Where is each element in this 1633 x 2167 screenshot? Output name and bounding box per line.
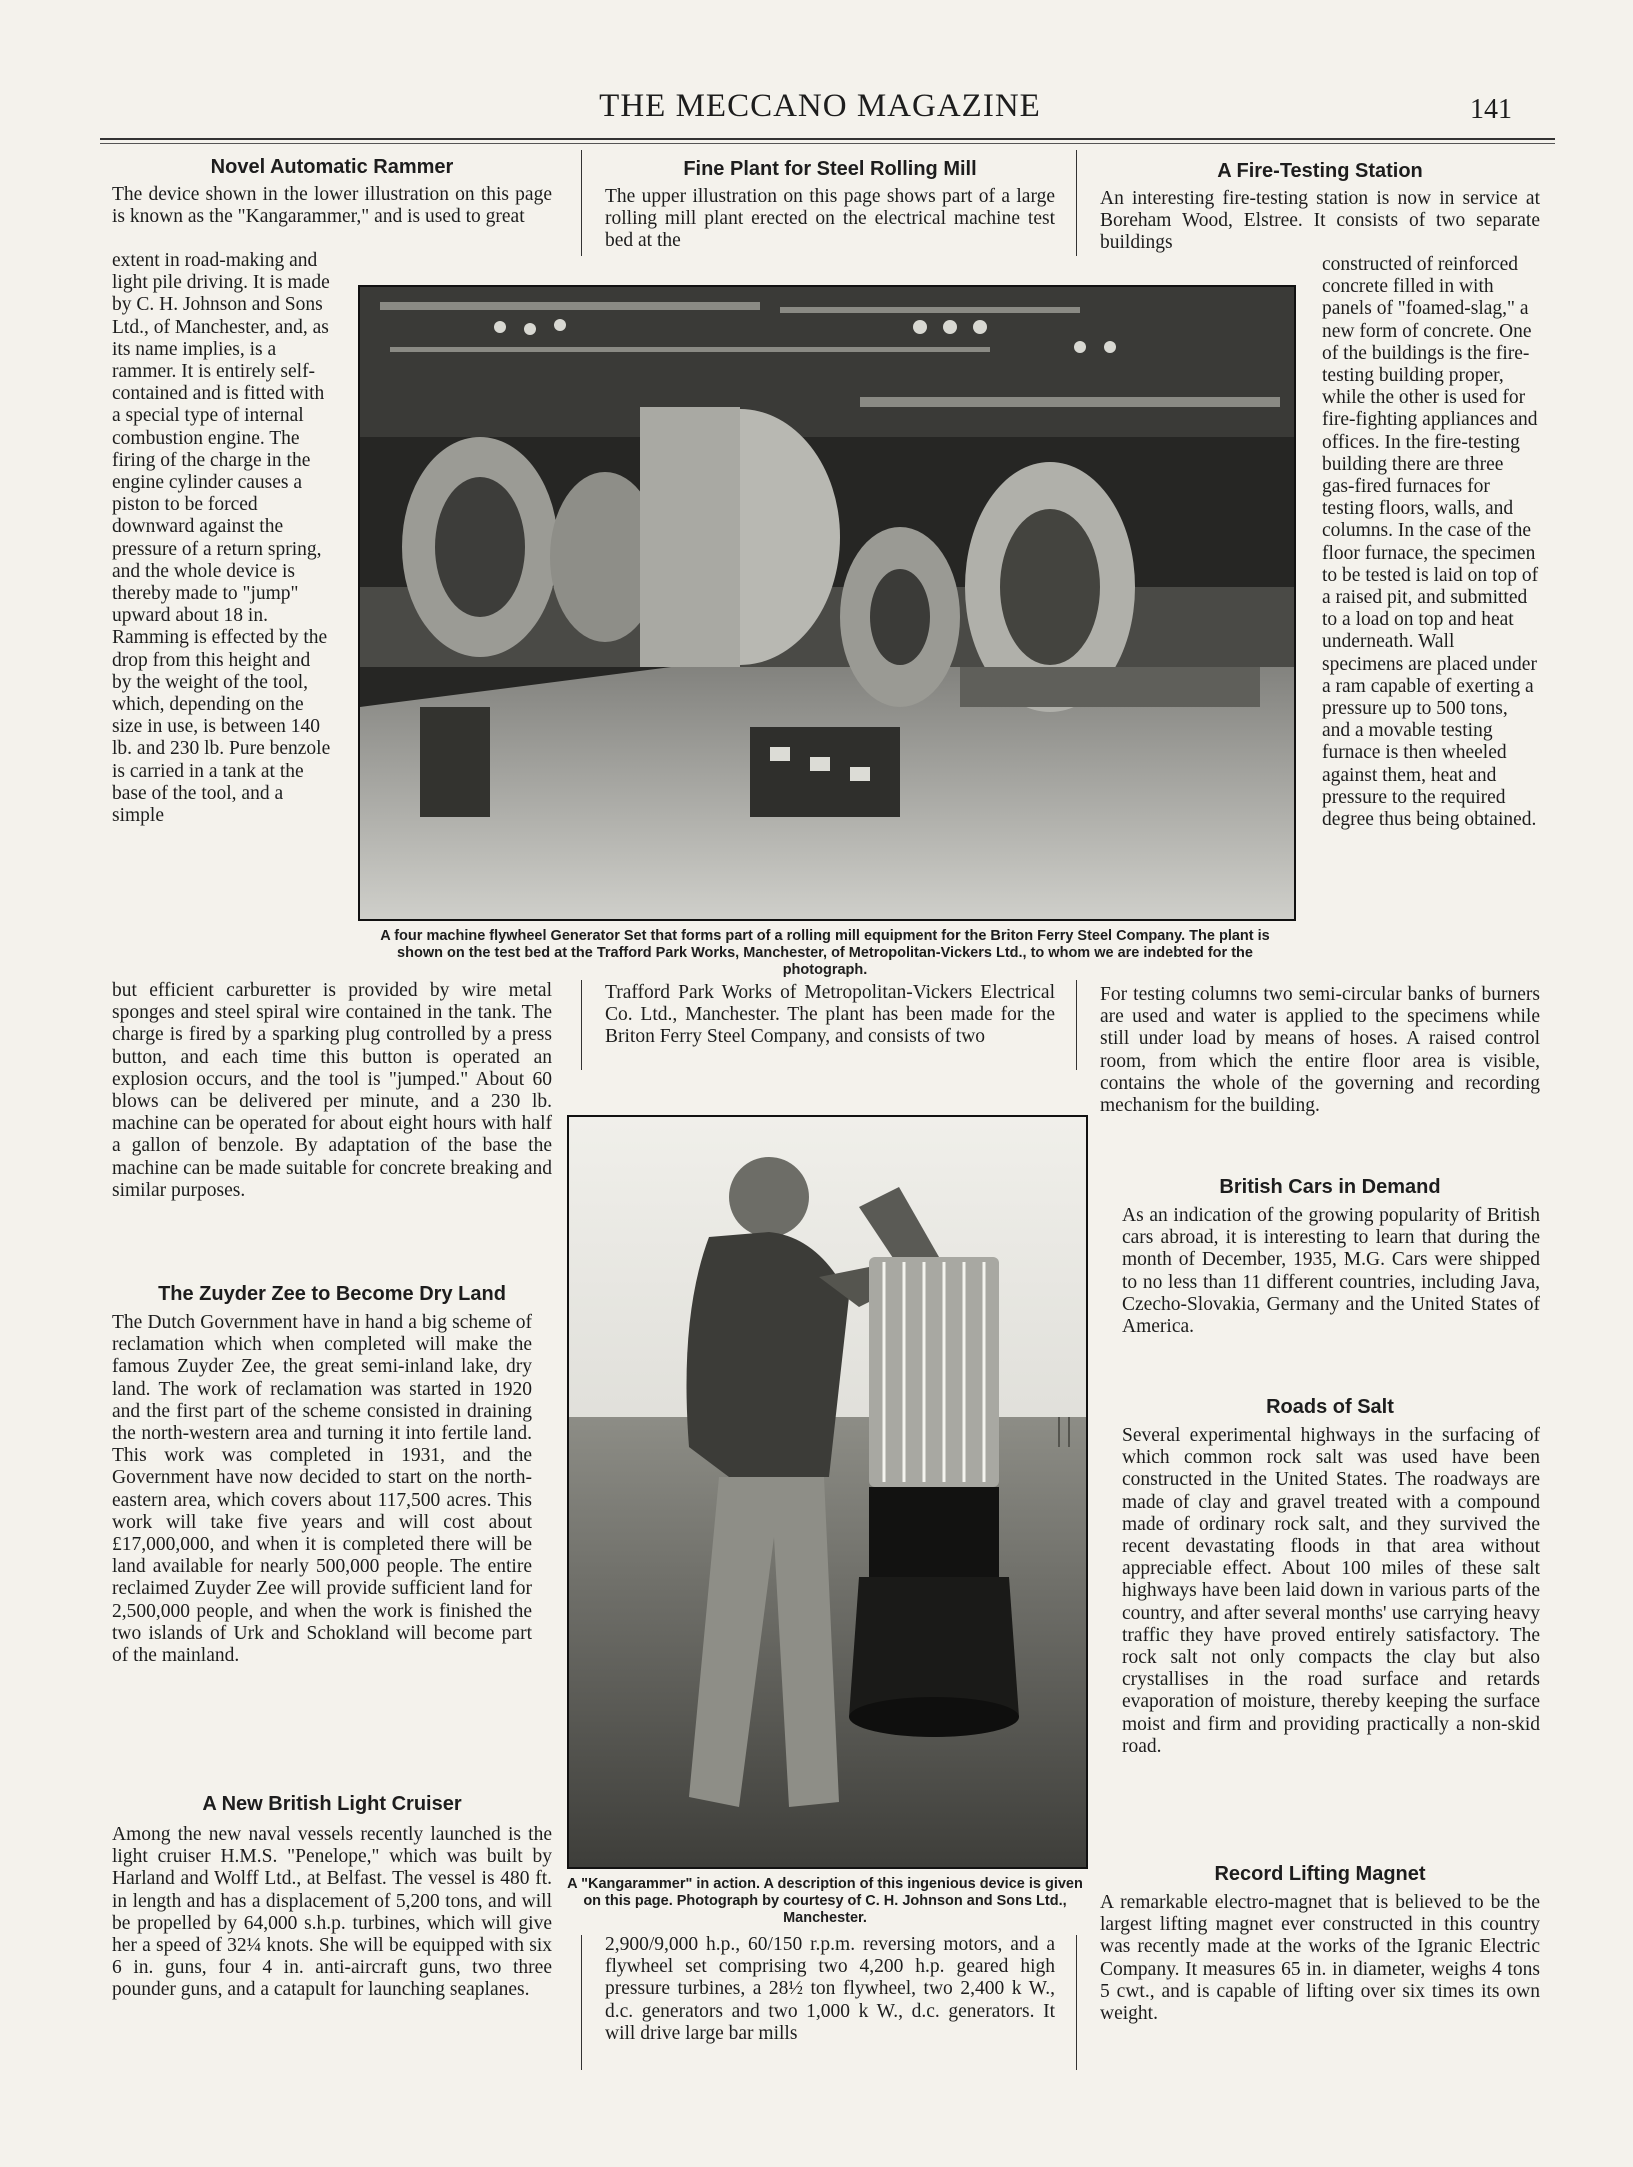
rammer-text-top: The device shown in the lower illustration on this page is known as the "Kangarammer," and is used to great: [112, 184, 552, 228]
generator-set-photo: [358, 285, 1296, 921]
column-rule-left-mid: [581, 980, 582, 1070]
zuyder-text: The Dutch Government have in hand a big scheme of reclamation which when completed will make the famous Zuyder Zee, the great semi-inland lake, dry land. The work of reclamation was started in 1920 and the first part of the scheme consisted in draining the north-western area and turning it into fertile land. This work was completed in 1931, and the Government have now decided to start on the north-eastern area, which covers about 117,500 acres. This work will take five years and will cost about £17,000,000, and when it is completed there will be land available for nearly 500,000 people. The entire reclaimed Zuyder Zee will provide sufficient land for 2,500,000 people, and when the work is finished the two islands of Urk and Schokland will become part of the mainland.: [112, 1312, 532, 1667]
column-rule-right-top: [1076, 150, 1077, 256]
magnet-text: A remarkable electro-magnet that is believed to be the largest lifting magnet ever constructed in this country was recently made at the works of the Igranic Electric Company. It measures 65 in. in diameter, weighs 4 tons 5 cwt., and is capable of lifting over six times its own weight.: [1100, 1892, 1540, 2025]
fire-text-top: An interesting fire-testing station is now in service at Boreham Wood, Elstree. It consists of two separate buildings: [1100, 188, 1540, 254]
kangarammer-photo: [567, 1115, 1088, 1869]
column-rule-right-bottom: [1076, 1935, 1077, 2070]
zuyder-heading: The Zuyder Zee to Become Dry Land: [158, 1283, 506, 1305]
magnet-heading: Record Lifting Magnet: [1214, 1863, 1426, 1885]
steel-text-mid: Trafford Park Works of Metropolitan-Vickers Electrical Co. Ltd., Manchester. The plant has been made for the Briton Ferry Steel Company, and consists of two: [605, 982, 1055, 1048]
cruiser-heading: A New British Light Cruiser: [202, 1793, 462, 1815]
fire-text-side: constructed of reinforced concrete filled in with panels of "foamed-slag," a new form of concrete. One of the buildings is the fire-testing building proper, while the other is used for fire-fighting appliances and offices. In the fire-testing building there are three gas-fired furnaces for testing floors, walls, and columns. In the case of the floor furnace, the specimen to be tested is laid on top of a raised pit, and submitted to a load on top and heat underneath. Wall specimens are placed under a ram capable of exerting a pressure up to 500 tons, and a movable testing furnace is then wheeled against them, heat and pressure to the required degree thus being obtained.: [1322, 254, 1539, 831]
column-rule-left-top: [581, 150, 582, 256]
header-rule-secondary: [100, 143, 1555, 144]
fire-heading: A Fire-Testing Station: [1217, 160, 1423, 182]
rammer-heading: Novel Automatic Rammer: [210, 156, 454, 178]
rammer-text-full: but efficient carburetter is provided by wire metal sponges and steel spiral wire contained in the tank. The charge is fired by a sparking plug controlled by a press button, and each time this button is operated an explosion occurs, and the tool is "jumped." About 60 blows can be delivered per minute, and a 230 lb. machine can be operated for about eight hours with half a gallon of benzole. By adaptation of the base the machine can be made suitable for concrete breaking and similar purposes.: [112, 980, 552, 1201]
page-number: 141: [1470, 94, 1512, 125]
steel-text-top: The upper illustration on this page shows part of a large rolling mill plant erected on the electrical machine test bed at the: [605, 186, 1055, 252]
header-rule: [100, 138, 1555, 140]
salt-heading: Roads of Salt: [1266, 1396, 1394, 1418]
cars-text: As an indication of the growing popularity of British cars abroad, it is interesting to learn that during the month of December, 1935, M.G. Cars were shipped to no less than 11 different countries, including Java, Czecho-Slovakia, Germany and the United States of America.: [1122, 1205, 1540, 1338]
steel-text-bottom: 2,900/9,000 h.p., 60/150 r.p.m. reversing motors, and a flywheel set comprising two 4,200 h.p. geared high pressure turbines, a 28½ ton flywheel, two 2,400 k W., d.c. generators and two 1,000 k W., d.c. generators. It will drive large bar mills: [605, 1934, 1055, 2044]
column-rule-left-bottom: [581, 1935, 582, 2070]
steel-heading: Fine Plant for Steel Rolling Mill: [683, 158, 977, 180]
kangarammer-photo-caption: A "Kangarammer" in action. A description of this ingenious device is given on this page. Photograph by courtesy of C. H. Johnson and Sons Ltd., Manchester.: [567, 1876, 1083, 1926]
column-rule-right-mid: [1076, 980, 1077, 1070]
magazine-title: THE MECCANO MAGAZINE: [599, 88, 1041, 124]
fire-text-full: For testing columns two semi-circular banks of burners are used and water is applied to the specimens while still under load by means of hoses. A raised control room, from which the entire floor area is visible, contains the whole of the governing and recording mechanism for the building.: [1100, 984, 1540, 1117]
cruiser-text: Among the new naval vessels recently launched is the light cruiser H.M.S. "Penelope," which was built by Harland and Wolff Ltd., at Belfast. The vessel is 480 ft. in length and has a displacement of 5,200 tons, and will be propelled by 64,000 s.h.p. turbines, which will give her a speed of 32¼ knots. She will be equipped with six 6 in. guns, four 4 in. anti-aircraft guns, two three pounder guns, and a catapult for launching seaplanes.: [112, 1824, 552, 2001]
rammer-text-side: extent in road-making and light pile driving. It is made by C. H. Johnson and Sons Ltd., of Manchester, and, as its name implies, is a rammer. It is entirely self-contained and is fitted with a special type of internal combustion engine. The firing of the charge in the engine cylinder causes a piston to be forced downward against the pressure of a return spring, and the whole device is thereby made to "jump" upward about 18 in. Ramming is effected by the drop from this height and by the weight of the tool, which, depending on the size in use, is between 140 lb. and 230 lb. Pure benzole is carried in a tank at the base of the tool, and a simple: [112, 250, 331, 827]
cars-heading: British Cars in Demand: [1219, 1176, 1441, 1198]
salt-text: Several experimental highways in the surfacing of which common rock salt was used have been constructed in the United States. The roadways are made of clay and gravel treated with a compound made of ordinary rock salt, and they survived the recent devastating floods in that area without appreciable effect. About 100 miles of these salt highways have been laid down in various parts of the country, and after several months' use carrying heavy traffic they have proved entirely satisfactory. The rock salt not only compacts the clay but also crystallises in the road surface and retards evaporation of moisture, thereby keeping the surface moist and firm and providing practically a non-skid road.: [1122, 1425, 1540, 1757]
generator-photo-caption: A four machine flywheel Generator Set that forms part of a rolling mill equipment for the Briton Ferry Steel Company. The plant is shown on the test bed at the Trafford Park Works, Manchester, of Metropolitan-Vickers Ltd., to whom we are indebted for the photograph.: [380, 928, 1270, 978]
